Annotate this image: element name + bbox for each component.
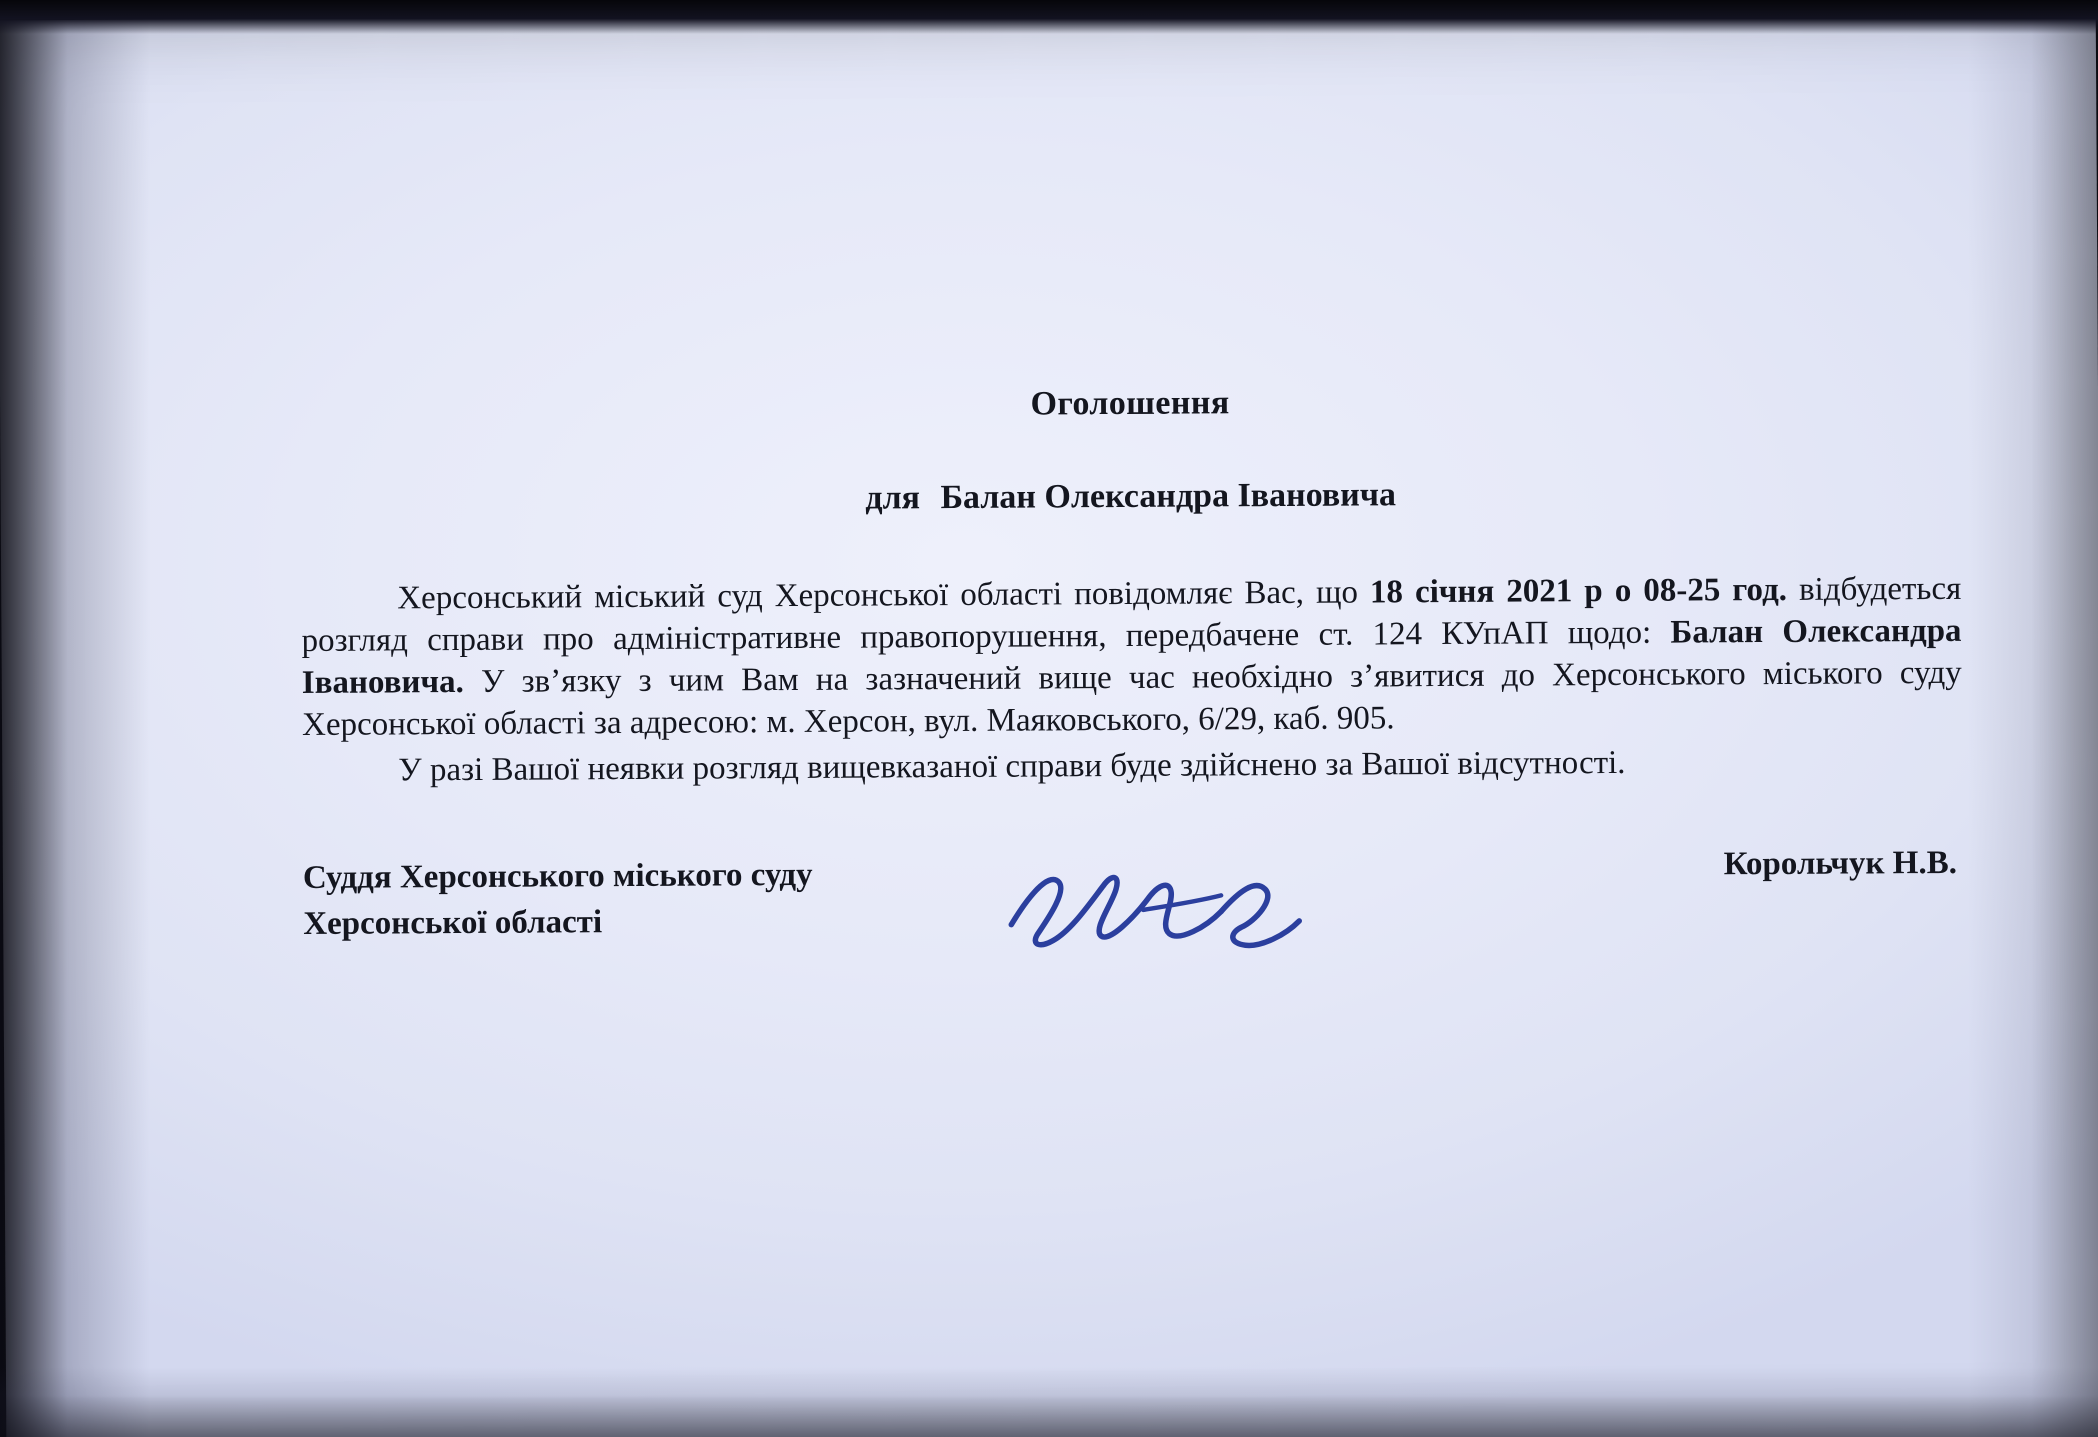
signer-role-line-2: Херсонської області	[303, 904, 603, 943]
emphasis-text: Балан Олександра Івановича.	[301, 612, 1962, 701]
signer-name: Корольчук Н.В.	[1723, 844, 1958, 882]
body-paragraph-2	[302, 740, 1962, 792]
signature-block	[303, 844, 1964, 984]
signer-role-line-1: Суддя Херсонського міського суду	[302, 856, 813, 896]
document-content	[300, 380, 1964, 985]
photo-top-edge-shadow	[0, 0, 2098, 34]
document-addressee-line	[301, 473, 1961, 521]
body-text: Херсонський міський суд Херсонської області повідомляє Вас, що	[397, 574, 1371, 617]
addressee-prefix: для	[865, 479, 921, 517]
body-text: У разі Вашої неявки розгляд вищевказаної справи буде здійснено за Вашої відсутності.	[398, 744, 1626, 789]
signer-role	[303, 851, 813, 948]
body-paragraph-1	[301, 569, 1962, 747]
photo-left-edge-shadow	[0, 0, 150, 1437]
emphasis-text: 18 січня 2021 р о 08-25 год.	[1369, 571, 1788, 611]
photo-right-edge-shadow	[1968, 0, 2098, 1437]
photo-bottom-edge-shadow	[0, 1367, 2098, 1437]
addressee-name: Балан Олександра Івановича	[940, 476, 1397, 517]
body-text: відбудеться розгляд справи про адміністративне правопорушення, передбачене ст. 124 КУпАП щодо:	[301, 570, 1962, 659]
body-text: У зв’язку з чим Вам на зазначений вище час необхідно з’явитися до Херсонського міського суду Херсонської області за адресою: м. Херсон, вул. Маяковського, 6/29, каб. 905.	[301, 654, 1962, 743]
document-title: Оголошення	[1030, 384, 1230, 423]
handwritten-signature-icon	[993, 850, 1374, 962]
